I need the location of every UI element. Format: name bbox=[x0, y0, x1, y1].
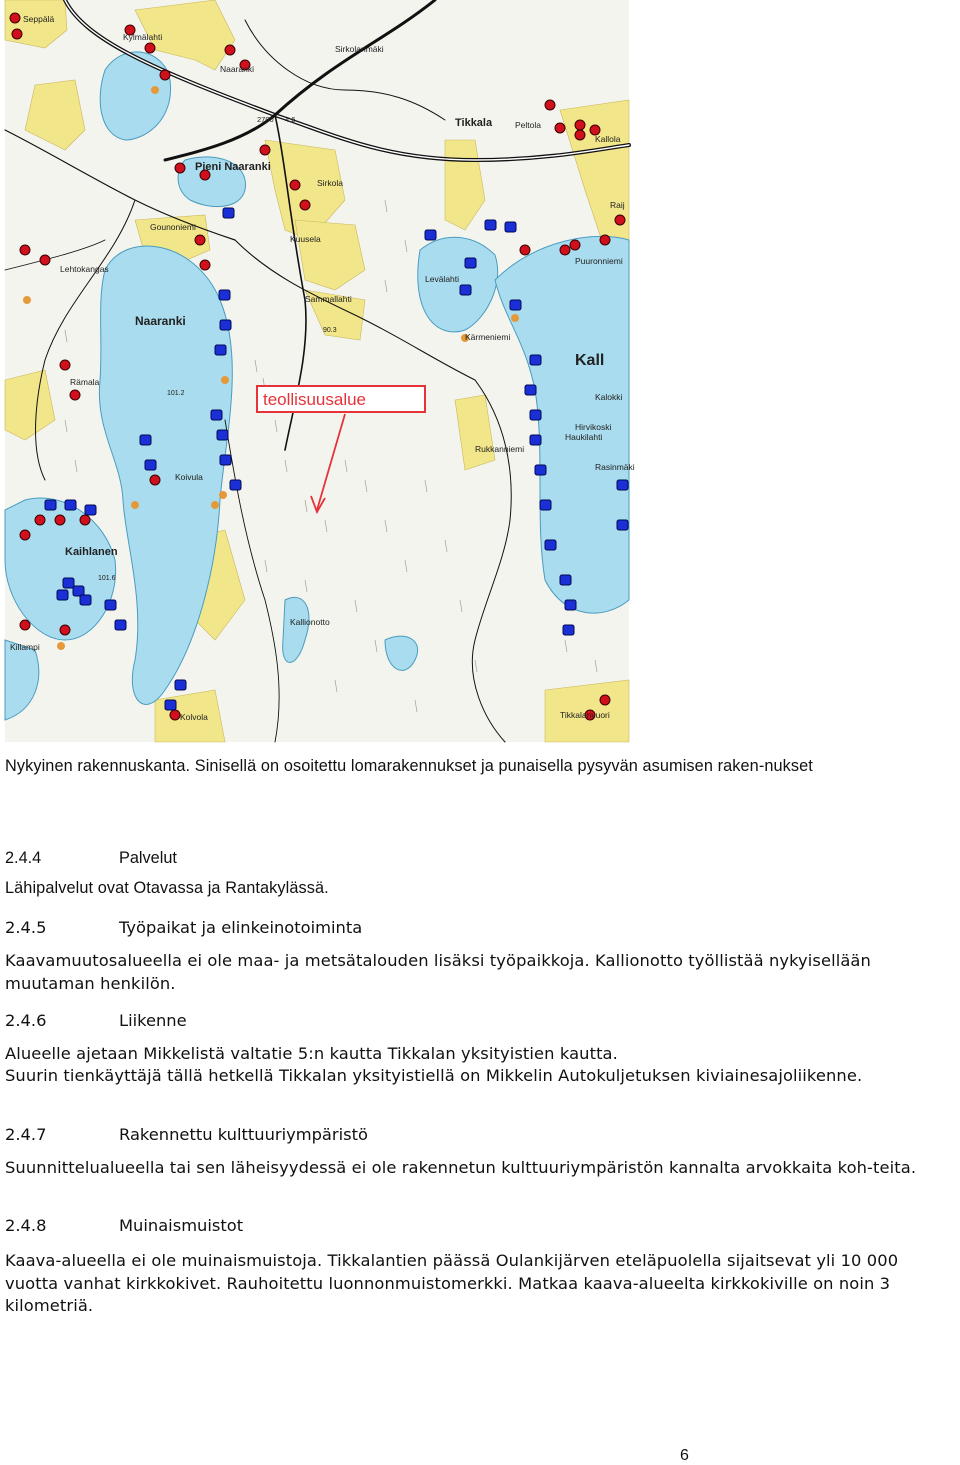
svg-text:4.6: 4.6 bbox=[285, 115, 296, 124]
svg-text:90.3: 90.3 bbox=[323, 327, 337, 334]
section-body-2-4-8: Kaava-alueella ei ole muinaismuistoja. Tikkalantien päässä Oulankijärven eteläpuolella sijaitsevat yli 10 000 vuotta vanhat kirkkokivet. Rauhoitettu luonnonmuistomerkki. Matkaa kaava-alueelta kirkkokiville on noin 3 kilometriä. bbox=[5, 1251, 899, 1315]
svg-text:Sirkola: Sirkola bbox=[317, 178, 343, 188]
section-title: Liikenne bbox=[119, 1011, 187, 1030]
svg-text:Sirkolanmäki: Sirkolanmäki bbox=[335, 44, 384, 54]
svg-text:Kuusela: Kuusela bbox=[290, 234, 321, 244]
section-heading-2-4-5 bbox=[5, 917, 362, 940]
svg-text:Kolvola: Kolvola bbox=[180, 712, 208, 722]
svg-text:Koivula: Koivula bbox=[175, 472, 203, 482]
svg-text:Lehtokangas: Lehtokangas bbox=[60, 264, 109, 274]
svg-text:Raij: Raij bbox=[610, 200, 625, 210]
section-heading-2-4-8 bbox=[5, 1215, 243, 1238]
svg-text:Peltola: Peltola bbox=[515, 120, 541, 130]
svg-text:Seppälä: Seppälä bbox=[23, 14, 55, 24]
svg-text:Puuronniemi: Puuronniemi bbox=[575, 256, 623, 266]
section-body-2-4-6-line-2: Suurin tienkäyttäjä tällä hetkellä Tikkalan yksityistiellä on Mikkelin Autokuljetuksen kiviainesajoliikenne. bbox=[5, 1066, 863, 1085]
section-title: Muinaismuistot bbox=[119, 1216, 244, 1235]
svg-text:Tikkala: Tikkala bbox=[455, 117, 493, 129]
svg-text:Kallola: Kallola bbox=[595, 134, 621, 144]
svg-text:Rasinmäki: Rasinmäki bbox=[595, 462, 635, 472]
svg-text:Tikkalanvuori: Tikkalanvuori bbox=[560, 710, 610, 720]
base-map bbox=[5, 0, 635, 742]
svg-text:Kall: Kall bbox=[575, 352, 605, 369]
svg-text:Naaranki: Naaranki bbox=[220, 64, 255, 74]
svg-text:Hirvikoski: Hirvikoski bbox=[575, 422, 612, 432]
svg-text:Kalokki: Kalokki bbox=[595, 392, 623, 402]
section-body-2-4-5: Kaavamuutosalueella ei ole maa- ja metsätalouden lisäksi työpaikkoja. Kallionotto työllistää nykyisellään muutaman henkilön. bbox=[5, 951, 871, 993]
industrial-area-label: teollisuusalue bbox=[263, 390, 367, 409]
svg-text:Kylmälahti: Kylmälahti bbox=[123, 32, 163, 42]
section-heading-2-4-4 bbox=[5, 847, 177, 870]
svg-text:Rämala: Rämala bbox=[70, 377, 100, 387]
svg-text:Levälahti: Levälahti bbox=[425, 274, 460, 284]
section-number: 2.4.6 bbox=[5, 1011, 47, 1030]
section-number: 2.4.8 bbox=[5, 1216, 47, 1235]
section-title: Rakennettu kulttuuriympäristö bbox=[119, 1125, 368, 1144]
svg-text:Kallionotto: Kallionotto bbox=[290, 617, 330, 627]
svg-text:101.2: 101.2 bbox=[167, 390, 185, 397]
section-body-2-4-4: Lähipalvelut ovat Otavassa ja Rantakylässä. bbox=[5, 879, 329, 897]
section-heading-2-4-7 bbox=[5, 1124, 368, 1147]
svg-text:Kärmeniemi: Kärmeniemi bbox=[465, 332, 511, 342]
svg-text:Kaihlanen: Kaihlanen bbox=[65, 546, 118, 558]
map-caption: Nykyinen rakennuskanta. Sinisellä on osoitettu lomarakennukset ja punaisella pysyvän asumisen raken-nukset bbox=[5, 757, 813, 775]
section-heading-2-4-6 bbox=[5, 1010, 187, 1033]
section-body-2-4-7: Suunnittelualueella tai sen läheisyydessä ei ole rakennetun kulttuuriympäristön kannalta arvokkaita koh-teita. bbox=[5, 1158, 917, 1177]
svg-text:Rukkanniemi: Rukkanniemi bbox=[475, 444, 525, 454]
svg-text:Killampi: Killampi bbox=[10, 642, 40, 652]
svg-text:Sammallahti: Sammallahti bbox=[305, 294, 352, 304]
svg-text:101.6: 101.6 bbox=[98, 575, 116, 582]
section-title: Palvelut bbox=[119, 849, 177, 867]
page-number: 6 bbox=[680, 1447, 689, 1464]
svg-text:Naaranki: Naaranki bbox=[135, 314, 186, 328]
section-body-2-4-6-line-1: Alueelle ajetaan Mikkelistä valtatie 5:n kautta Tikkalan yksityistien kautta. bbox=[5, 1044, 618, 1063]
svg-text:Haukilahti: Haukilahti bbox=[565, 432, 603, 442]
section-title: Työpaikat ja elinkeinotoiminta bbox=[119, 918, 363, 937]
section-number: 2.4.4 bbox=[5, 849, 42, 867]
section-number: 2.4.7 bbox=[5, 1125, 47, 1144]
svg-text:2700: 2700 bbox=[257, 115, 274, 124]
svg-text:Pieni Naaranki: Pieni Naaranki bbox=[195, 161, 271, 173]
section-number: 2.4.5 bbox=[5, 918, 47, 937]
svg-text:Gounoniemi: Gounoniemi bbox=[150, 222, 196, 232]
